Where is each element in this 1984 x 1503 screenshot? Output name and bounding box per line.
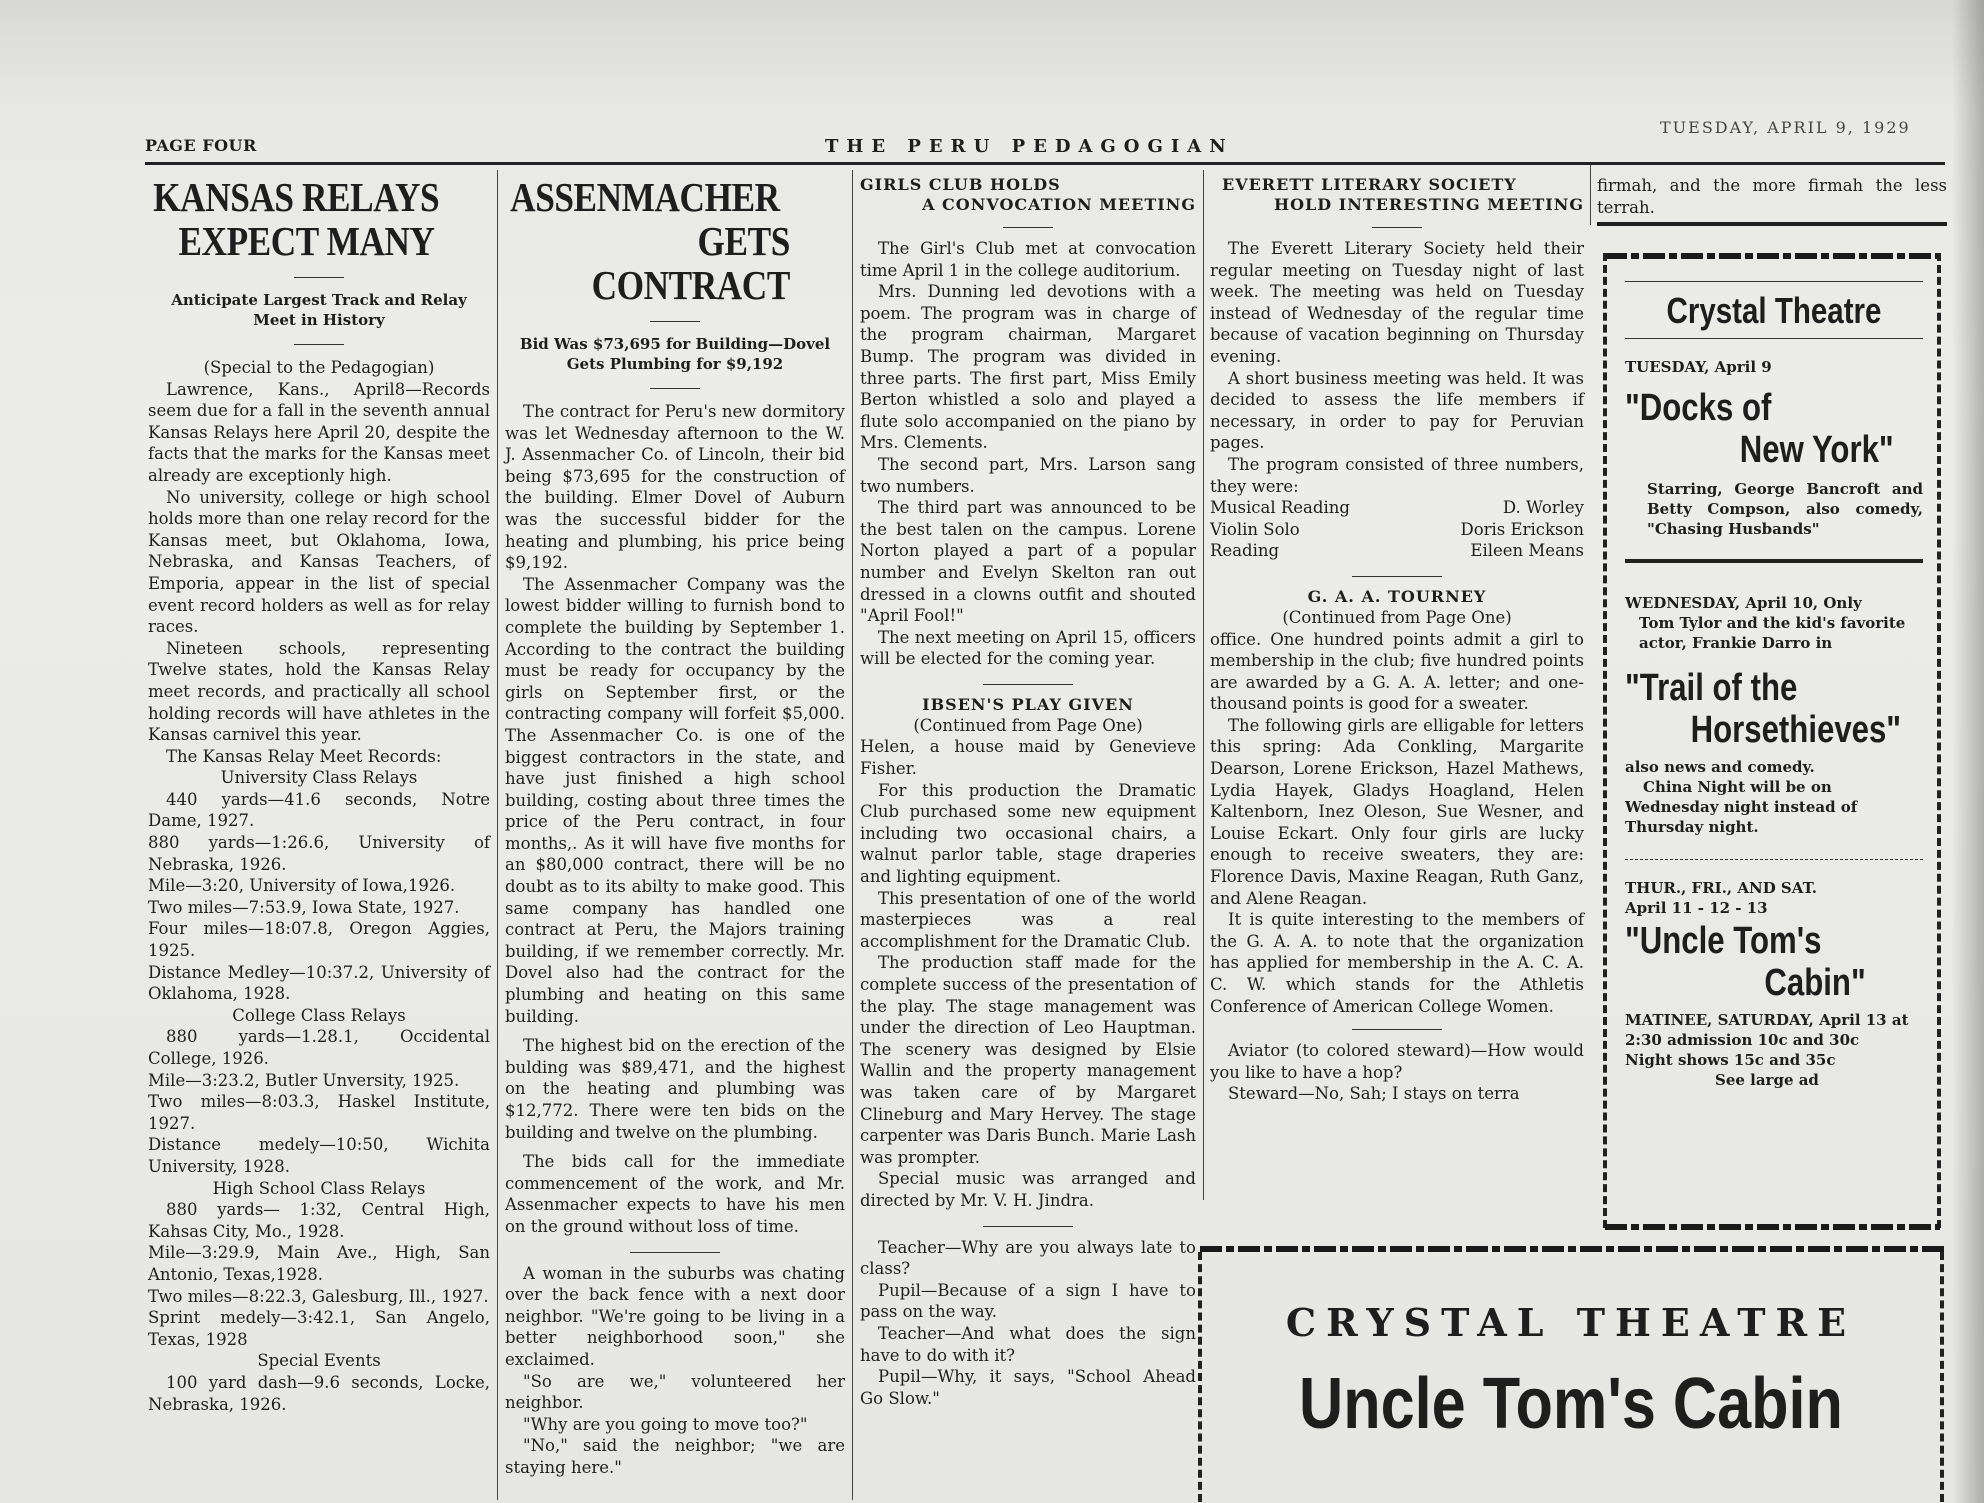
section-head: College Class Relays: [232, 1005, 406, 1025]
divider: [983, 684, 1073, 685]
paragraph: The highest bid on the erection of the bulding was $89,471, and the highest on the heating and plumbing was $12,772. There were ten bids on the building and twelve on the plumbing.: [505, 1036, 845, 1142]
divider: [650, 321, 700, 322]
record-line: Mile—3:20, University of Iowa,1926.: [148, 876, 456, 896]
show-desc: Tom Tylor and the kid's favorite actor, Frankie Darro in: [1639, 614, 1906, 652]
paragraph: "So are we," volunteered her neighbor.: [505, 1371, 845, 1413]
paragraph: This presentation of one of the world masterpieces was a real accomplishment for the Dramatic Club.: [860, 888, 1196, 951]
headline: KANSAS RELAYS EXPECT MANY: [153, 174, 440, 264]
headline: ASSENMACHER GETS CONTRACT: [510, 174, 790, 308]
divider: [983, 1226, 1073, 1227]
film-title: "Docks of New York": [1625, 387, 1894, 471]
ad-rule: [1625, 338, 1923, 339]
bottom-ad-title: CRYSTAL THEATRE: [1285, 1300, 1857, 1345]
byline: (Special to the Pedagogian): [203, 358, 435, 377]
masthead: [145, 118, 1945, 162]
section-head: University Class Relays: [220, 768, 418, 788]
ad-rule: [1625, 859, 1923, 860]
paragraph: Helen, a house maid by Genevieve Fisher.: [860, 737, 1196, 779]
paragraph: Teacher—Why are you always late to class?: [860, 1237, 1196, 1279]
paragraph: "Why are you going to move too?": [523, 1414, 808, 1434]
record-line: 880 yards—1.28.1, Occidental College, 1926.: [148, 1027, 490, 1068]
column-rule: [852, 170, 853, 1500]
paragraph: Teacher—And what does the sign have to do with it?: [860, 1323, 1196, 1365]
paragraph: Pupil—Because of a sign I have to pass on the way.: [860, 1280, 1196, 1322]
record-line: Mile—3:29.9, Main Ave., High, San Antonio, Texas,1928.: [148, 1243, 490, 1284]
record-line: Distance Medley—10:37.2, University of Oklahoma, 1928.: [148, 962, 490, 1004]
divider: [294, 277, 344, 278]
paragraph: Mrs. Dunning led devotions with a poem. The program was in charge of the program chairman, Margaret Bump. The program was divided in three parts. The first part, Miss Emily Berton whistled a solo and played a flute solo accompanied on the piano by Mrs. Clements.: [860, 282, 1196, 453]
show-note: China Night will be on Wednesday night instead of Thursday night.: [1625, 778, 1858, 836]
paragraph: A woman in the suburbs was chating over the back fence with a next door neighbor. "We're going to be living in a better neighborhood soon," she exclaimed.: [505, 1263, 845, 1369]
divider: [1003, 227, 1053, 228]
page-label: PAGE FOUR: [145, 136, 257, 155]
film-title: "Trail of the Horsethieves": [1625, 667, 1902, 751]
section-head: High School Class Relays: [212, 1178, 426, 1198]
show-desc: also news and comedy.: [1625, 758, 1815, 776]
continued-note: (Continued from Page One): [913, 715, 1143, 735]
subhead: IBSEN'S PLAY GIVEN: [922, 694, 1134, 714]
paper-name: THE PERU PEDAGOGIAN: [825, 136, 1234, 157]
paragraph: Steward—No, Sah; I stays on terra: [1228, 1084, 1520, 1104]
article-girls-club: [860, 175, 1196, 1409]
headline: GIRLS CLUB HOLDS A CONVOCATION MEETING: [860, 175, 1196, 214]
paragraph: Pupil—Why, it says, "School Ahead Go Slow.": [860, 1367, 1196, 1408]
crystal-theatre-bottom-ad: [1198, 1252, 1944, 1502]
paragraph: Aviator (to colored steward)—How would you like to have a hop?: [1210, 1041, 1584, 1082]
divider: [1352, 1029, 1442, 1030]
records-intro: The Kansas Relay Meet Records:: [166, 746, 442, 766]
subhead: G. A. A. TOURNEY: [1307, 586, 1487, 606]
headline: EVERETT LITERARY SOCIETY HOLD INTERESTING MEETING: [1222, 175, 1584, 214]
divider: [650, 388, 700, 389]
theatre-name: Crystal Theatre: [1666, 290, 1882, 331]
crystal-theatre-ad: [1603, 253, 1941, 1228]
masthead-rule: [145, 162, 1945, 165]
record-line: 880 yards—1:26.6, University of Nebraska, 1926.: [148, 833, 490, 874]
column-rule: [1203, 170, 1204, 1200]
show-date: April 11 - 12 - 13: [1625, 899, 1768, 917]
divider: [1352, 576, 1442, 577]
night-info: Night shows 15c and 35c: [1625, 1051, 1836, 1069]
paragraph: The next meeting on April 15, officers will be elected for the coming year.: [860, 627, 1196, 669]
paragraph: The following girls are elligable for letters this spring: Ada Conkling, Margarite Dearson, Lorene Erickson, Hazel Mathews, Lydia Hayek, Gladys Hoagland, Helen Kaltenborn, Inez Oleson, Sue Wesner, and Louise Eckart. Only four girls are lucky enough to receive sweaters, they are: Florence Davis, Maxine Reagan, Ruth Ganz, and Alene Reagan.: [1210, 715, 1584, 908]
paragraph: It is quite interesting to the members of the G. A. A. to note that the organization has applied for membership in the A. C. A. C. W. which stands for the Athletis Conference of American College Women.: [1210, 910, 1584, 1016]
article-kansas-relays: [148, 175, 490, 1415]
page-edge-shadow: [1952, 0, 1984, 1503]
paragraph: Lawrence, Kans., April8—Records seem due for a fall in the seventh annual Kansas Relays here April 20, despite the facts that the marks for the Kansas meet already are exceptionly high.: [148, 379, 490, 485]
paragraph: firmah, and the more firmah the less terrah.: [1597, 176, 1947, 217]
bottom-ad-film: Uncle Tom's Cabin: [1299, 1364, 1843, 1444]
article-everett-literary: [1210, 175, 1584, 1105]
matinee-info: MATINEE, SATURDAY, April 13 at 2:30 admission 10c and 30c: [1625, 1011, 1909, 1049]
program-item: Musical Reading D. Worley: [1210, 498, 1584, 518]
paragraph: Special music was arranged and directed by Mr. V. H. Jindra.: [860, 1169, 1196, 1210]
ad-rule: [1625, 559, 1923, 563]
column-rule: [1590, 165, 1591, 225]
show-date: TUESDAY, April 9: [1625, 358, 1772, 376]
show-date: WEDNESDAY, April 10, Only: [1625, 594, 1862, 612]
paragraph: For this production the Dramatic Club purchased some new equipment including two occasional chairs, a walnut parlor table, stage draperies and lighting equipment.: [860, 780, 1196, 887]
paragraph: The bids call for the immediate commencement of the work, and Mr. Assenmacher expects to have his men on the ground without loss of time.: [505, 1152, 845, 1236]
divider: [1597, 222, 1947, 226]
divider: [1372, 227, 1422, 228]
record-line: Four miles—18:07.8, Oregon Aggies, 1925.: [148, 919, 490, 961]
record-line: Distance medely—10:50, Wichita University, 1928.: [148, 1135, 490, 1176]
show-desc: Starring, George Bancroft and Betty Compson, also comedy, "Chasing Husbands": [1647, 480, 1923, 538]
record-line: Mile—3:23.2, Butler Unversity, 1925.: [148, 1070, 460, 1090]
paragraph: The third part was announced to be the best talen on the campus. Lorene Norton played a part of a popular number and Evelyn Skelton ran out dressed in a clowns outfit and shouted "April Fool!": [860, 498, 1196, 626]
ad-border: [1605, 1224, 1940, 1230]
article-assenmacher: [505, 175, 845, 1479]
paragraph: office. One hundred points admit a girl to membership in the club; five hundred points are awarded by a G. A. A. letter; and one-thousand points is good for a sweater.: [1210, 629, 1584, 714]
record-line: Two miles—8:03.3, Haskel Institute, 1927.: [148, 1092, 490, 1133]
record-line: 440 yards—41.6 seconds, Notre Dame, 1927.: [148, 789, 490, 831]
issue-date: TUESDAY, APRIL 9, 1929: [1660, 118, 1911, 137]
see-large-ad: See large ad: [1715, 1071, 1819, 1089]
theatre-column: [1597, 175, 1947, 218]
paragraph: The Assenmacher Company was the lowest bidder willing to furnish bond to complete the building by September 1. According to the contract the building must be ready for occupancy by the girls on September first, or the contracting company will forfeit $5,000. The Assenmacher Co. is one of the biggest contractors in the state, and have just finished a high school building, costing about three times the price of the Peru contract, in four months,. As it will have five months for an $80,000 contract, there will be no doubt as to its abilty to make good. This same company has handled one contract at Peru, the Majors training building, if we remember correctly. Mr. Dovel also had the contract for the plumbing and heating on this same building.: [505, 574, 845, 1026]
paragraph: The second part, Mrs. Larson sang two numbers.: [860, 454, 1196, 496]
paragraph: A short business meeting was held. It was decided to assess the life members if necessary, in order to pay for Peruvian pages.: [1210, 368, 1584, 453]
ad-rule: [1625, 281, 1923, 282]
program-item: Violin Solo Doris Erickson: [1210, 519, 1584, 539]
paragraph: The Girl's Club met at convocation time April 1 in the college auditorium.: [860, 239, 1196, 280]
program-list: [1210, 497, 1584, 562]
divider: [294, 344, 344, 345]
continued-note: (Continued from Page One): [1282, 607, 1512, 627]
paragraph: The production staff made for the complete success of the presentation of the play. The stage management was under the direction of Leo Hauptman. The scenery was designed by Elsie Wallin and the property management was taken care of by Margaret Clineburg and Mary Hervey. The stage carpenter was Daris Bunch. Marie Lash was prompter.: [860, 953, 1196, 1167]
paragraph: "No," said the neighbor; "we are staying here.": [505, 1436, 845, 1477]
record-line: Two miles—7:53.9, Iowa State, 1927.: [148, 897, 460, 917]
record-line: 100 yard dash—9.6 seconds, Locke, Nebraska, 1926.: [148, 1372, 490, 1414]
column-rule: [497, 170, 498, 1500]
divider: [630, 1252, 720, 1253]
deck: Anticipate Largest Track and Relay Meet in History: [171, 291, 467, 329]
section-head: Special Events: [257, 1351, 381, 1371]
show-date: THUR., FRI., AND SAT.: [1625, 879, 1818, 897]
paragraph: No university, college or high school holds more than one relay record for the Kansas meet, but Oklahoma, Iowa, Nebraska, and Kansas Teachers, of Emporia, appear in the list of special event record holders as well as for relay races.: [148, 487, 490, 637]
paragraph: The program consisted of three numbers, they were:: [1210, 454, 1584, 496]
paragraph: The Everett Literary Society held their regular meeting on Tuesday night of last week. The meeting was held on Tuesday instead of Wednesday of the regular time because of vacation beginning on Thursday evening.: [1210, 239, 1584, 366]
paragraph: The contract for Peru's new dormitory was let Wednesday afternoon to the W. J. Assenmacher Co. of Lincoln, their bid being $73,695 for the construction of the building. Elmer Dovel of Auburn was the successful bidder for the heating and plumbing, his price being $9,192.: [505, 402, 845, 573]
record-line: 880 yards— 1:32, Central High, Kahsas City, Mo., 1928.: [148, 1200, 490, 1241]
record-line: Sprint medely—3:42.1, San Angelo, Texas, 1928: [148, 1308, 490, 1349]
record-line: Two miles—8:22.3, Galesburg, Ill., 1927.: [148, 1286, 489, 1306]
program-item: Reading Eileen Means: [1210, 541, 1584, 561]
paragraph: Nineteen schools, representing Twelve states, hold the Kansas Relay meet records, and practically all school holding records will have athletes in the Kansas carnivel this year.: [148, 638, 490, 745]
film-title: "Uncle Tom's Cabin": [1625, 920, 1866, 1004]
deck: Bid Was $73,695 for Building—Dovel Gets Plumbing for $9,192: [519, 335, 831, 373]
